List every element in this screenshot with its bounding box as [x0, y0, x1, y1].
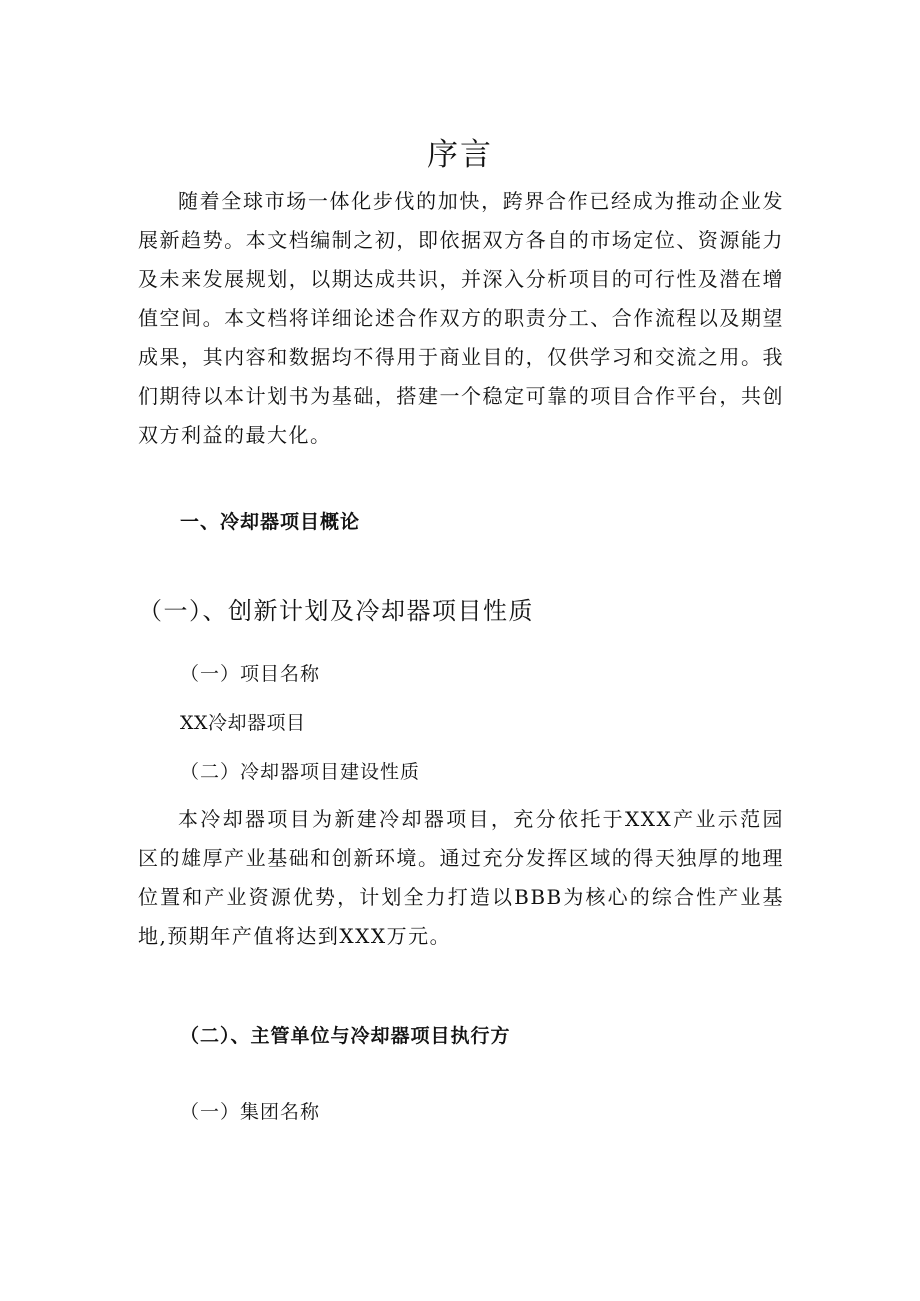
item-heading-project-name: （一）项目名称	[180, 663, 321, 685]
subsection-heading-plan-nature: （一）、创新计划及冷却器项目性质	[138, 597, 534, 625]
item-heading-group-name: （一）集团名称	[180, 1101, 321, 1123]
section-heading-overview: 一、冷却器项目概论	[180, 511, 361, 533]
item-heading-construction-nature: （二）冷却器项目建设性质	[180, 761, 421, 783]
document-title: 序言	[427, 136, 493, 173]
subsection-heading-executor: （二）、主管单位与冷却器项目执行方	[180, 1025, 511, 1047]
project-name-value: XX冷却器项目	[180, 712, 306, 734]
construction-nature-paragraph: 本冷却器项目为新建冷却器项目，充分依托于XXX产业示范园区的雄厚产业基础和创新环境。通过充分发挥区域的得天独厚的地理位置和产业资源优势，计划全力打造以BBB为核心的综合性产业基地,预期年产值将达到XXX万元。	[138, 807, 784, 948]
preface-paragraph: 随着全球市场一体化步伐的加快，跨界合作已经成为推动企业发展新趋势。本文档编制之初，即依据双方各自的市场定位、资源能力及未来发展规划，以期达成共识，并深入分析项目的可行性及潜在增值空间。本文档将详细论述合作双方的职责分工、合作流程以及期望成果，其内容和数据均不得用于商业目的，仅供学习和交流之用。我们期待以本计划书为基础，搭建一个稳定可靠的项目合作平台，共创双方利益的最大化。	[138, 189, 784, 447]
